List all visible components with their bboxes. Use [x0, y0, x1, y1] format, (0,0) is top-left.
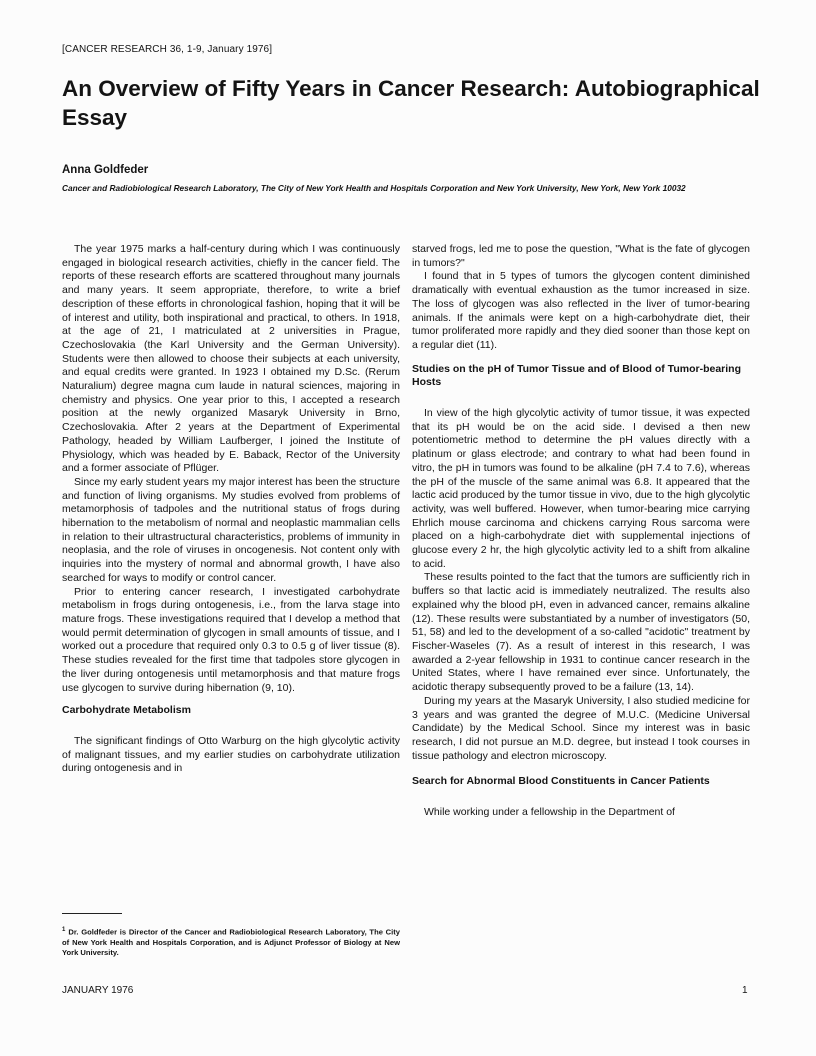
- paragraph: These results pointed to the fact that the tumors are sufficiently rich in buffers so that lactic acid is immediately neutralized. The results also explained why the blood pH, even in advanced cancer, remains alkaline (12). These results were substantiated by a number of investigators (50, 51, 58) and led to the development of a so-called "acidotic" treatment by Fischer-Waseles (7). As a result of interest in this research, I was awarded a 2-year fellowship in 1931 to continue cancer research in the United States, where I have remained ever since. Unfortunately, the acidotic therapy subsequently proved to be a failure (13, 14).: [412, 571, 750, 694]
- paragraph: In view of the high glycolytic activity of tumor tissue, it was expected that its pH would be on the acid side. I devised a then new potentiometric method to determine the pH values directly with a platinum or glass electrode; and contrary to what had been found in vitro, the pH in tumors was found to be alkaline (pH 7.4 to 7.6), whereas the pH of the muscle of the same animal was 6.8. It appeared that the lactic acid produced by the tumor tissue in vivo, due to the high glycolytic activity, was well buffered. However, when tumor-bearing mice carrying Ehrlich mouse carcinoma and chickens carrying Rous sarcoma were placed on a high-carbohydrate diet with supplemental injections of glucose every 2 hr, the high glycolytic activity led to a shift from alkaline to acid.: [412, 407, 750, 570]
- paragraph: During my years at the Masaryk University, I also studied medicine for 3 years and was granted the degree of M.U.C. (Medicine Universal Candidate) by the Medical School. Since my interest was in basic research, I did not pursue an M.D. degree, but instead I took courses in tissue pathology and electron microscopy.: [412, 694, 750, 762]
- footnote: [62, 925, 400, 958]
- paragraph: The significant findings of Otto Warburg on the high glycolytic activity of malignant tissues, and my earlier studies on carbohydrate utilization during ontogenesis and in: [62, 734, 400, 775]
- footnote-mark: 1: [62, 927, 66, 933]
- footer-date: JANUARY 1976: [62, 985, 134, 996]
- paragraph: starved frogs, led me to pose the question, "What is the fate of glycogen in tumors?": [412, 243, 750, 269]
- article-title: An Overview of Fifty Years in Cancer Research: Autobiographical Essay: [62, 76, 760, 130]
- section-heading: Carbohydrate Metabolism: [62, 704, 191, 717]
- section-heading: Studies on the pH of Tumor Tissue and of Blood of Tumor-bearing Hosts: [412, 362, 741, 389]
- author-name: Anna Goldfeder: [62, 164, 149, 176]
- left-column: [62, 243, 400, 776]
- journal-reference: [CANCER RESEARCH 36, 1-9, January 1976]: [62, 44, 273, 55]
- footnote-text: Dr. Goldfeder is Director of the Cancer and Radiobiological Research Laboratory, The City of New York Health and Hospitals Corporation, and is Adjunct Professor of Biology at New York University.: [62, 927, 400, 957]
- paragraph: I found that in 5 types of tumors the glycogen content diminished dramatically with eventual exhaustion as the tumor increased in size. The loss of glycogen was also reflected in the liver of tumor-bearing animals. If the animals were kept on a high-carbohydrate diet, their tumor proliferated more rapidly and they died sooner than those kept on a regular diet (11).: [412, 270, 750, 351]
- footnote-divider: [62, 913, 122, 914]
- right-column: [412, 243, 750, 820]
- paragraph: Since my early student years my major interest has been the structure and function of living organisms. My studies evolved from problems of metamorphosis of tadpoles and the nutritional status of frogs during hibernation to the metabolism of normal and neoplastic mammalian cells in relation to their ultrastructural characteristics, problems of immunity in neoplasia, and the role of viruses in oncogenesis. Not content only with inquiries into the mystery of normal and abnormal growth, I have also searched for ways to modify or control cancer.: [62, 475, 400, 584]
- paragraph: Prior to entering cancer research, I investigated carbohydrate metabolism in frogs during ontogenesis, i.e., from the larva stage into mature frogs. These investigations required that I develop a method that would permit determination of glycogen in small amounts of tissue, and I worked out a procedure that required only 0.3 to 0.5 g of liver tissue (8). These studies revealed for the first time that tadpoles store glycogen in the liver during ontogenesis until metamorphosis and that mature frogs use glycogen to survive during hibernation (9, 10).: [62, 585, 400, 694]
- paragraph: While working under a fellowship in the Department of: [424, 806, 675, 819]
- section-heading: Search for Abnormal Blood Constituents in Cancer Patients: [412, 775, 710, 788]
- author-affiliation: Cancer and Radiobiological Research Laboratory, The City of New York Health and Hospitals Corporation and New York University, New York, New York 10032: [62, 183, 686, 193]
- page-number: 1: [742, 985, 748, 996]
- paragraph: The year 1975 marks a half-century during which I was continuously engaged in biological research activities, chiefly in the cancer field. The reports of these research efforts are scattered throughout many journals and many years. It seem appropriate, therefore, to write a brief description of these efforts in chronological fashion, hoping that it will be of interest and utility, both inspirational and practical, to others. In 1918, at the age of 21, I matriculated at 2 universities in Prague, Czechoslovakia (the Karl University and the German University). Students were then allowed to choose their subjects at each university, and equal credits were granted. In 1923 I obtained my D.Sc. (Rerum Naturalium) degree magna cum laude in natural sciences, majoring in chemistry and physics. One year prior to this, I accepted a research position at the newly organized Masaryk University in Brno, Czechoslovakia. After 2 years at the Department of Experimental Pathology, headed by William Laufberger, I joined the Institute of Physiology, which was headed by E. Baback, Rector of the University and a former associate of Pflüger.: [62, 243, 400, 475]
